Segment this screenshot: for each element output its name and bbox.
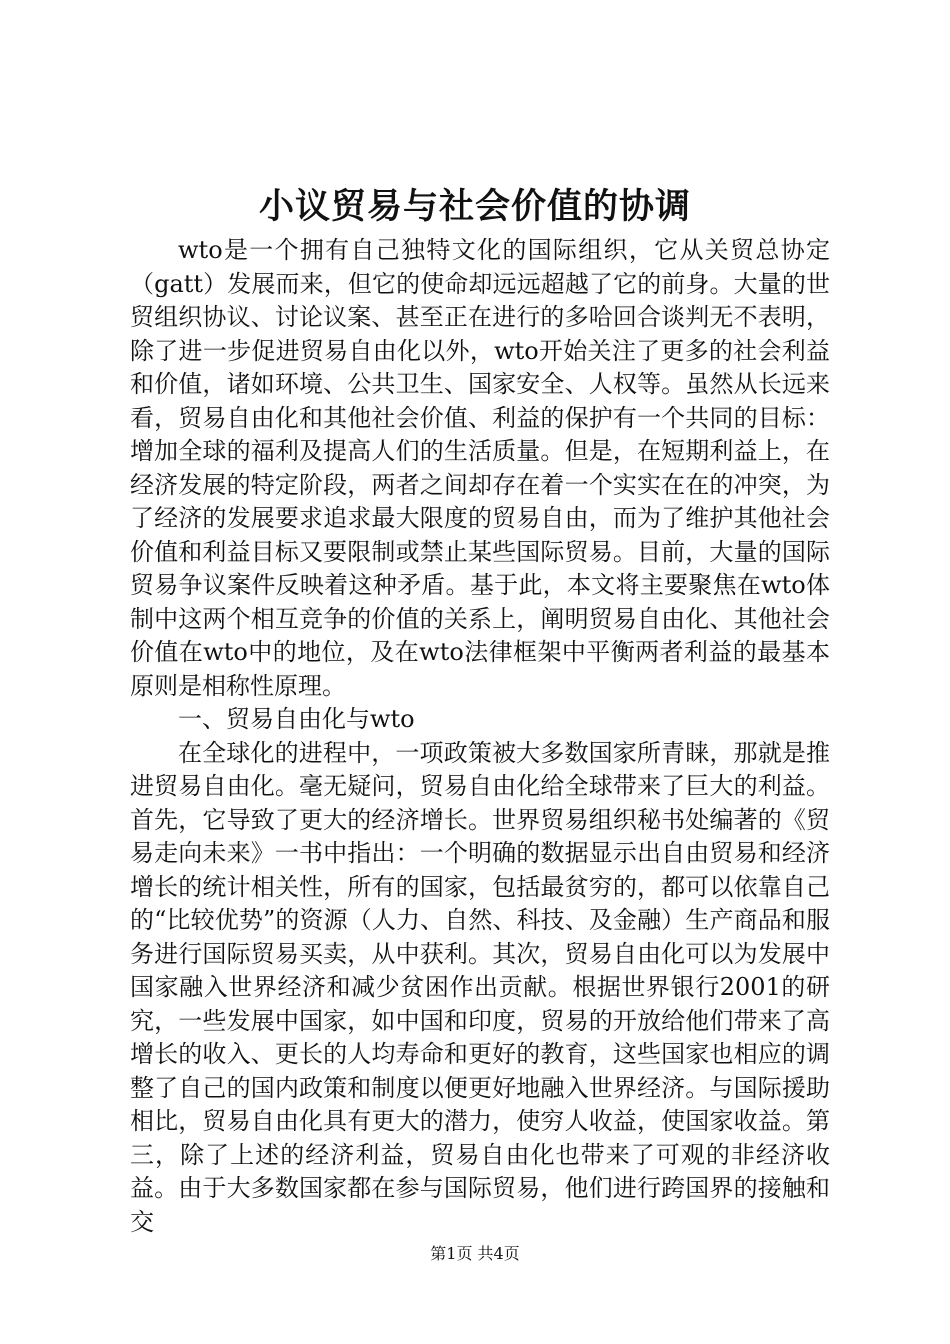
section-heading-trade-liberalization: 一、贸易自由化与wto [178,705,415,733]
document-title: 小议贸易与社会价值的协调 [258,186,691,227]
page-number: 第1页 共4页 [430,1244,520,1263]
document-body [130,234,830,1239]
paragraph-intro: wto是一个拥有自己独特文化的国际组织，它从关贸总协定（gatt）发展而来，但它的使命却远远超越了它的前身。大量的世贸组织协议、讨论议案、甚至正在进行的多哈回合谈判无不表明，除了进一步促进贸易自由化以外，wto开始关注了更多的社会利益和价值，诸如环境、公共卫生、国家安全、人权等。虽然从长远来看，贸易自由化和其他社会价值、利益的保护有一个共同的目标：增加全球的福利及提高人们的生活质量。但是，在短期利益上，在经济发展的特定阶段，两者之间却存在着一个实实在在的冲突，为了经济的发展要求追求最大限度的贸易自由，而为了维护其他社会价值和利益目标又要限制或禁止某些国际贸易。目前，大量的国际贸易争议案件反映着这种矛盾。基于此，本文将主要聚焦在wto体制中这两个相互竞争的价值的关系上，阐明贸易自由化、其他社会价值在wto中的地位，及在wto法律框架中平衡两者利益的最基本原则是相称性原理。 [130,236,830,700]
paragraph-globalization: 在全球化的进程中，一项政策被大多数国家所青睐，那就是推进贸易自由化。毫无疑问，贸易自由化给全球带来了巨大的利益。首先，它导致了更大的经济增长。世界贸易组织秘书处编著的《贸易走向未来》一书中指出：一个明确的数据显示出自由贸易和经济增长的统计相关性，所有的国家，包括最贫穷的，都可以依靠自己的“比较优势”的资源（人力、自然、科技、及金融）生产商品和服务进行国际贸易买卖，从中获利。其次，贸易自由化可以为发展中国家融入世界经济和减少贫困作出贡献。根据世界银行2001的研究，一些发展中国家，如中国和印度，贸易的开放给他们带来了高增长的收入、更长的人均寿命和更好的教育，这些国家也相应的调整了自己的国内政策和制度以便更好地融入世界经济。与国际援助相比，贸易自由化具有更大的潜力，使穷人收益，使国家收益。第三，除了上述的经济利益，贸易自由化也带来了可观的非经济收益。由于大多数国家都在参与国际贸易，他们进行跨国界的接触和交 [130,738,830,1236]
